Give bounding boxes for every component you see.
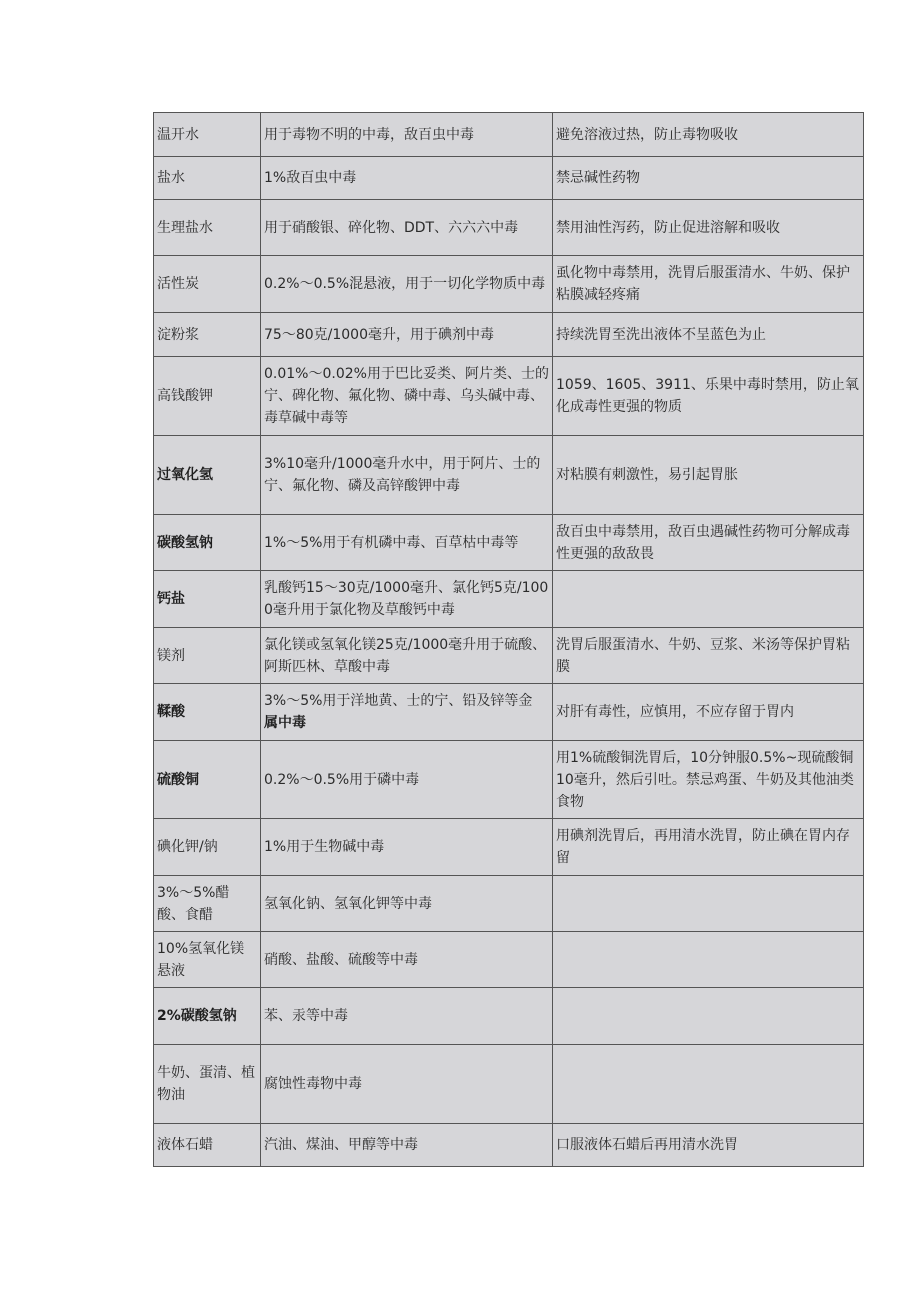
- precaution: [553, 1045, 864, 1124]
- indication: 汽油、煤油、甲醇等中毒: [261, 1124, 553, 1167]
- precaution: 1059、1605、3911、乐果中毒时禁用，防止氧化成毒性更强的物质: [553, 357, 864, 436]
- agent-name: 碘化钾/钠: [154, 819, 261, 876]
- indication: 乳酸钙15～30克/1000毫升、氯化钙5克/1000毫升用于氯化物及草酸钙中毒: [261, 571, 553, 628]
- precaution: [553, 988, 864, 1045]
- indication: 用于毒物不明的中毒，敌百虫中毒: [261, 113, 553, 157]
- table-row: [154, 819, 864, 876]
- indication: 腐蚀性毒物中毒: [261, 1045, 553, 1124]
- table-row: [154, 741, 864, 819]
- precaution: 禁用油性泻药，防止促进溶解和吸收: [553, 200, 864, 256]
- table-row: [154, 313, 864, 357]
- indication: 0.2%～0.5%混悬液，用于一切化学物质中毒: [261, 256, 553, 313]
- agent-name: 淀粉浆: [154, 313, 261, 357]
- table-row: [154, 436, 864, 515]
- indication: 氯化镁或氢氧化镁25克/1000毫升用于硫酸、阿斯匹林、草酸中毒: [261, 628, 553, 684]
- precaution: 对粘膜有刺激性，易引起胃胀: [553, 436, 864, 515]
- gastric-lavage-table: [153, 112, 864, 1167]
- table-row: [154, 876, 864, 932]
- indication-line: 属中毒: [264, 715, 306, 731]
- agent-name: 过氧化氢: [154, 436, 261, 515]
- agent-name: 盐水: [154, 157, 261, 200]
- table-row: [154, 200, 864, 256]
- agent-name: 10%氢氧化镁悬液: [154, 932, 261, 988]
- indication: 硝酸、盐酸、硫酸等中毒: [261, 932, 553, 988]
- table-row: [154, 628, 864, 684]
- indication: 3%10毫升/1000毫升水中，用于阿片、士的宁、氟化物、磷及高锌酸钾中毒: [261, 436, 553, 515]
- table-row: [154, 515, 864, 571]
- table-row: [154, 1124, 864, 1167]
- table-row: [154, 113, 864, 157]
- precaution: [553, 571, 864, 628]
- agent-name: 2%碳酸氢钠: [154, 988, 261, 1045]
- table-row: [154, 571, 864, 628]
- indication: 氢氧化钠、氢氧化钾等中毒: [261, 876, 553, 932]
- agent-name: 活性炭: [154, 256, 261, 313]
- table-row: [154, 357, 864, 436]
- precaution: [553, 932, 864, 988]
- table-row: [154, 684, 864, 741]
- agent-name: 牛奶、蛋清、植物油: [154, 1045, 261, 1124]
- table-row: [154, 256, 864, 313]
- precaution: [553, 876, 864, 932]
- agent-name: 生理盐水: [154, 200, 261, 256]
- indication: 0.01%～0.02%用于巴比妥类、阿片类、士的宁、碑化物、氟化物、磷中毒、乌头碱中毒、毒草碱中毒等: [261, 357, 553, 436]
- indication: 用于硝酸银、碎化物、DDT、六六六中毒: [261, 200, 553, 256]
- precaution: 洗胃后服蛋清水、牛奶、豆浆、米汤等保护胃粘膜: [553, 628, 864, 684]
- table-row: [154, 1045, 864, 1124]
- agent-name: 钙盐: [154, 571, 261, 628]
- table-row: [154, 157, 864, 200]
- indication: 1%～5%用于有机磷中毒、百草枯中毒等: [261, 515, 553, 571]
- precaution: 用1%硫酸铜洗胃后，10分钟服0.5%~现硫酸铜10毫升，然后引吐。禁忌鸡蛋、牛奶及其他油类食物: [553, 741, 864, 819]
- indication: 0.2%～0.5%用于磷中毒: [261, 741, 553, 819]
- precaution: 禁忌碱性药物: [553, 157, 864, 200]
- indication: 75～80克/1000毫升，用于碘剂中毒: [261, 313, 553, 357]
- agent-name: 碳酸氢钠: [154, 515, 261, 571]
- precaution: 对肝有毒性，应慎用，不应存留于胃内: [553, 684, 864, 741]
- precaution: 用碘剂洗胃后，再用清水洗胃，防止碘在胃内存留: [553, 819, 864, 876]
- agent-name: 3%～5%醋酸、食醋: [154, 876, 261, 932]
- agent-name: 鞣酸: [154, 684, 261, 741]
- indication-line: 3%～5%用于洋地黄、士的宁、铅及锌等金: [264, 693, 533, 709]
- table-row: [154, 988, 864, 1045]
- precaution: 口服液体石蜡后再用清水洗胃: [553, 1124, 864, 1167]
- table-row: [154, 932, 864, 988]
- precaution: 敌百虫中毒禁用，敌百虫遇碱性药物可分解成毒性更强的敌敌畏: [553, 515, 864, 571]
- precaution: 虱化物中毒禁用，洗胃后服蛋清水、牛奶、保护粘膜减轻疼痛: [553, 256, 864, 313]
- indication: 苯、汞等中毒: [261, 988, 553, 1045]
- agent-name: 温开水: [154, 113, 261, 157]
- precaution: 避免溶液过热，防止毒物吸收: [553, 113, 864, 157]
- indication: [261, 684, 553, 741]
- agent-name: 硫酸铜: [154, 741, 261, 819]
- precaution: 持续洗胃至洗出液体不呈蓝色为止: [553, 313, 864, 357]
- indication: 1%敌百虫中毒: [261, 157, 553, 200]
- agent-name: 高钱酸钾: [154, 357, 261, 436]
- agent-name: 液体石蜡: [154, 1124, 261, 1167]
- agent-name: 镁剂: [154, 628, 261, 684]
- indication: 1%用于生物碱中毒: [261, 819, 553, 876]
